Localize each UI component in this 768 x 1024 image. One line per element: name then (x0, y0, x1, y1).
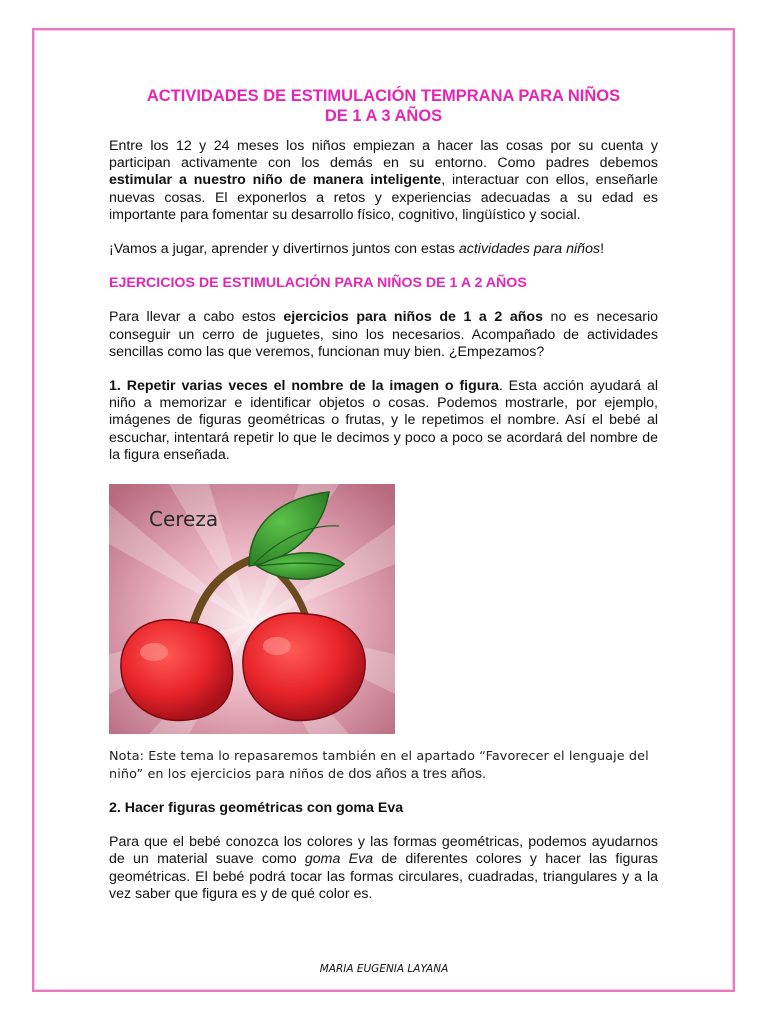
item-1-paragraph (109, 378, 658, 464)
item-1-text: . Esta acción ayudará al niño a memorizar e identificar objetos o cosas. Podemos mostrarle, por ejemplo, imágenes de figuras geométricas o frutas, y le repetimos el nombre. Así el bebé al escuchar, intentará repetir lo que le decimos y poco a poco se acordará del nombre de la figura enseñada. (109, 378, 659, 463)
note-paragraph (109, 748, 658, 783)
cherry-right (243, 613, 365, 720)
cherry-illustration (109, 484, 395, 734)
lets-play-paragraph (109, 241, 658, 258)
intro-bold: estimular a nuestro niño de manera inteligente (109, 172, 442, 189)
item-2-heading (109, 800, 658, 817)
note-end: dos años a tres años. (348, 765, 487, 782)
section-intro-bold: ejercicios para niños de 1 a 2 años (283, 309, 543, 326)
intro-paragraph (109, 138, 658, 224)
document-body (109, 86, 658, 903)
item-1-heading: 1. Repetir varias veces el nombre de la imagen o figura (109, 378, 499, 395)
lets-play-text-1: ¡Vamos a jugar, aprender y divertirnos juntos con estas (109, 241, 459, 258)
lets-play-italic: actividades para niños (458, 241, 601, 258)
item-2-text-2: de diferentes colores y hacer las figuras geométricas. El bebé podrá tocar las formas circulares, cuadradas, triangulares y a la vez saber que figura es y de qué color es. (109, 851, 658, 902)
cherry-label: Cereza (149, 507, 219, 532)
item-2-italic: goma Eva (304, 851, 374, 868)
intro-text-2: , interactuar con ellos, enseñarle nuevas cosas. El exponerlos a retos y experiencias adecuadas a su edad es importante para fomentar su desarrollo físico, cognitivo, lingüístico y social. (109, 172, 658, 223)
page-footer: MARIA EUGENIA LAYANA (319, 963, 449, 975)
section-intro-paragraph (109, 309, 658, 361)
document-title (109, 86, 658, 126)
item-2-text-1: Para que el bebé conozca los colores y las formas geométricas, podemos ayudarnos de un material suave como (109, 834, 658, 868)
lets-play-text-2: ! (600, 241, 605, 258)
section-heading: EJERCICIOS DE ESTIMULACIÓN PARA NIÑOS DE 1 A 2 AÑOS (109, 275, 527, 292)
cherry-image (109, 484, 395, 734)
note-text: Nota: Este tema lo repasaremos también en el apartado “Favorecer el lenguaje del niño” en los ejercicios para niños de (109, 749, 649, 782)
title-line-1: ACTIVIDADES DE ESTIMULACIÓN TEMPRANA PARA NIÑOS (146, 87, 621, 105)
intro-text-1: Entre los 12 y 24 meses los niños empiezan a hacer las cosas por su cuenta y participan activamente con los demás en su entorno. Como padres debemos (109, 138, 658, 172)
item-2-heading-text: 2. Hacer figuras geométricas con goma Eva (109, 800, 404, 817)
section-intro-text-1: Para llevar a cabo estos (109, 309, 284, 326)
section-intro-text-2: no es necesario conseguir un cerro de juguetes, sino los necesarios. Acompañado de actividades sencillas como las que veremos, funcionan muy bien. ¿Empezamos? (109, 309, 658, 360)
cherry-left (121, 620, 233, 721)
item-2-paragraph (109, 834, 658, 903)
title-line-2: DE 1 A 3 AÑOS (324, 107, 443, 125)
